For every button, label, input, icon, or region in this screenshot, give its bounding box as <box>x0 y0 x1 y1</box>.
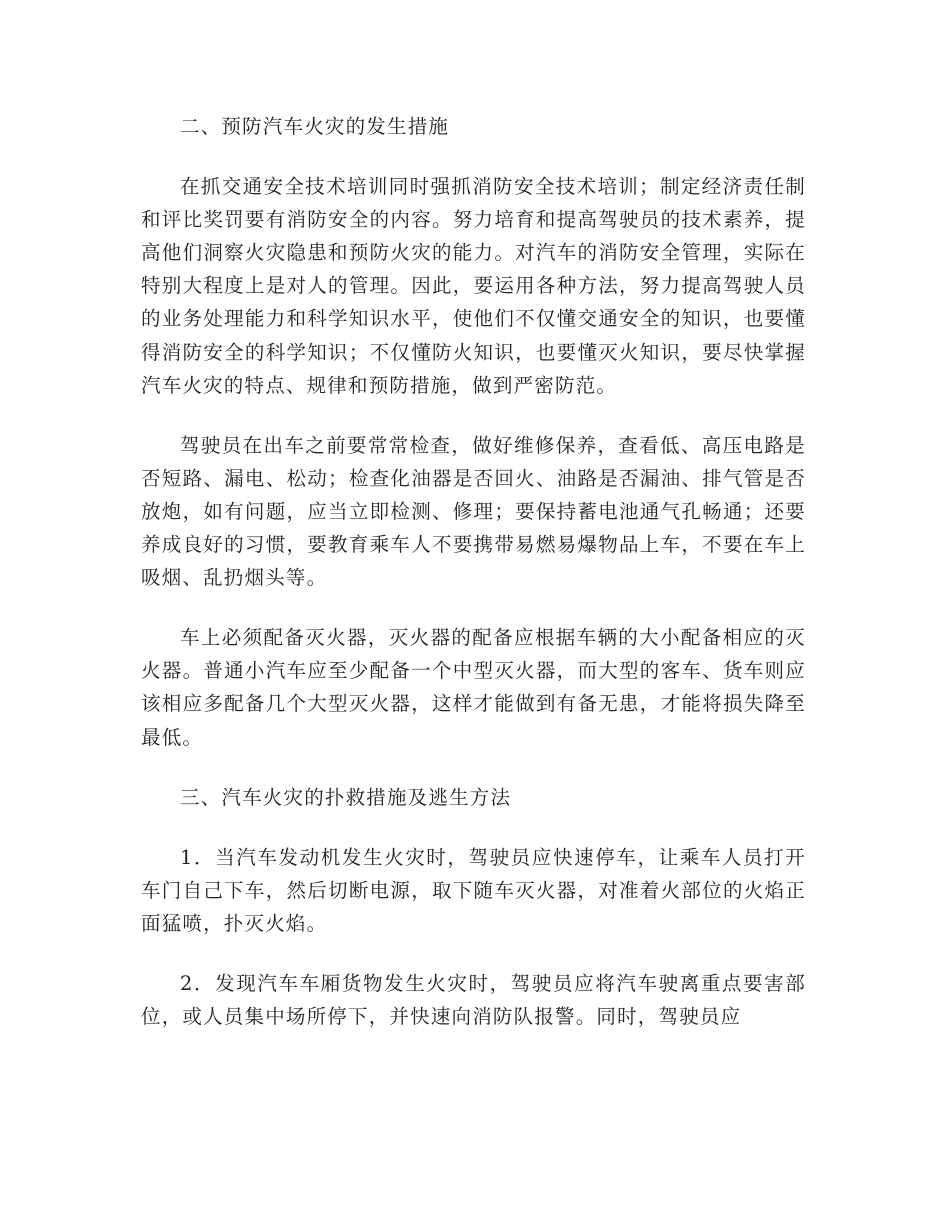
list-item-cargo-fire: 2．发现汽车车厢货物发生火灾时，驾驶员应将汽车驶离重点要害部位，或人员集中场所停下，并快速向消防队报警。同时，驾驶员应 <box>141 971 806 1029</box>
paragraph-training: 在抓交通安全技术培训同时强抓消防安全技术培训；制定经济责任制和评比奖罚要有消防安全的内容。努力培育和提高驾驶员的技术素养，提高他们洞察火灾隐患和预防火灾的能力。对汽车的消防安全管理，实际在特别大程度上是对人的管理。因此，要运用各种方法，努力提高驾驶人员的业务处理能力和科学知识水平，使他们不仅懂交通安全的知识，也要懂得消防安全的科学知识；不仅懂防火知识，也要懂灭火知识，要尽快掌握汽车火灾的特点、规律和预防措施，做到严密防范。 <box>141 175 806 397</box>
paragraph-inspection: 驾驶员在出车之前要常常检查，做好维修保养，查看低、高压电路是否短路、漏电、松动；检查化油器是否回火、油路是否漏油、排气管是否放炮，如有问题，应当立即检测、修理；要保持蓄电池通气孔畅通；还要养成良好的习惯，要教育乘车人不要携带易燃易爆物品上车，不要在车上吸烟、乱扔烟头等。 <box>141 433 806 590</box>
section-3-heading: 三、汽车火灾的扑救措施及逃生方法 <box>180 785 512 809</box>
document-body <box>141 110 806 1060</box>
list-item-engine-fire: 1．当汽车发动机发生火灾时，驾驶员应快速停车，让乘车人员打开车门自己下车，然后切断电源，取下随车灭火器，对准着火部位的火焰正面猛喷，扑灭火焰。 <box>141 845 806 935</box>
paragraph-extinguisher: 车上必须配备灭火器，灭火器的配备应根据车辆的大小配备相应的灭火器。普通小汽车应至少配备一个中型灭火器，而大型的客车、货车则应该相应多配备几个大型灭火器，这样才能做到有备无患，才能将损失降至最低。 <box>141 626 806 749</box>
section-2-heading: 二、预防汽车火灾的发生措施 <box>180 115 450 138</box>
